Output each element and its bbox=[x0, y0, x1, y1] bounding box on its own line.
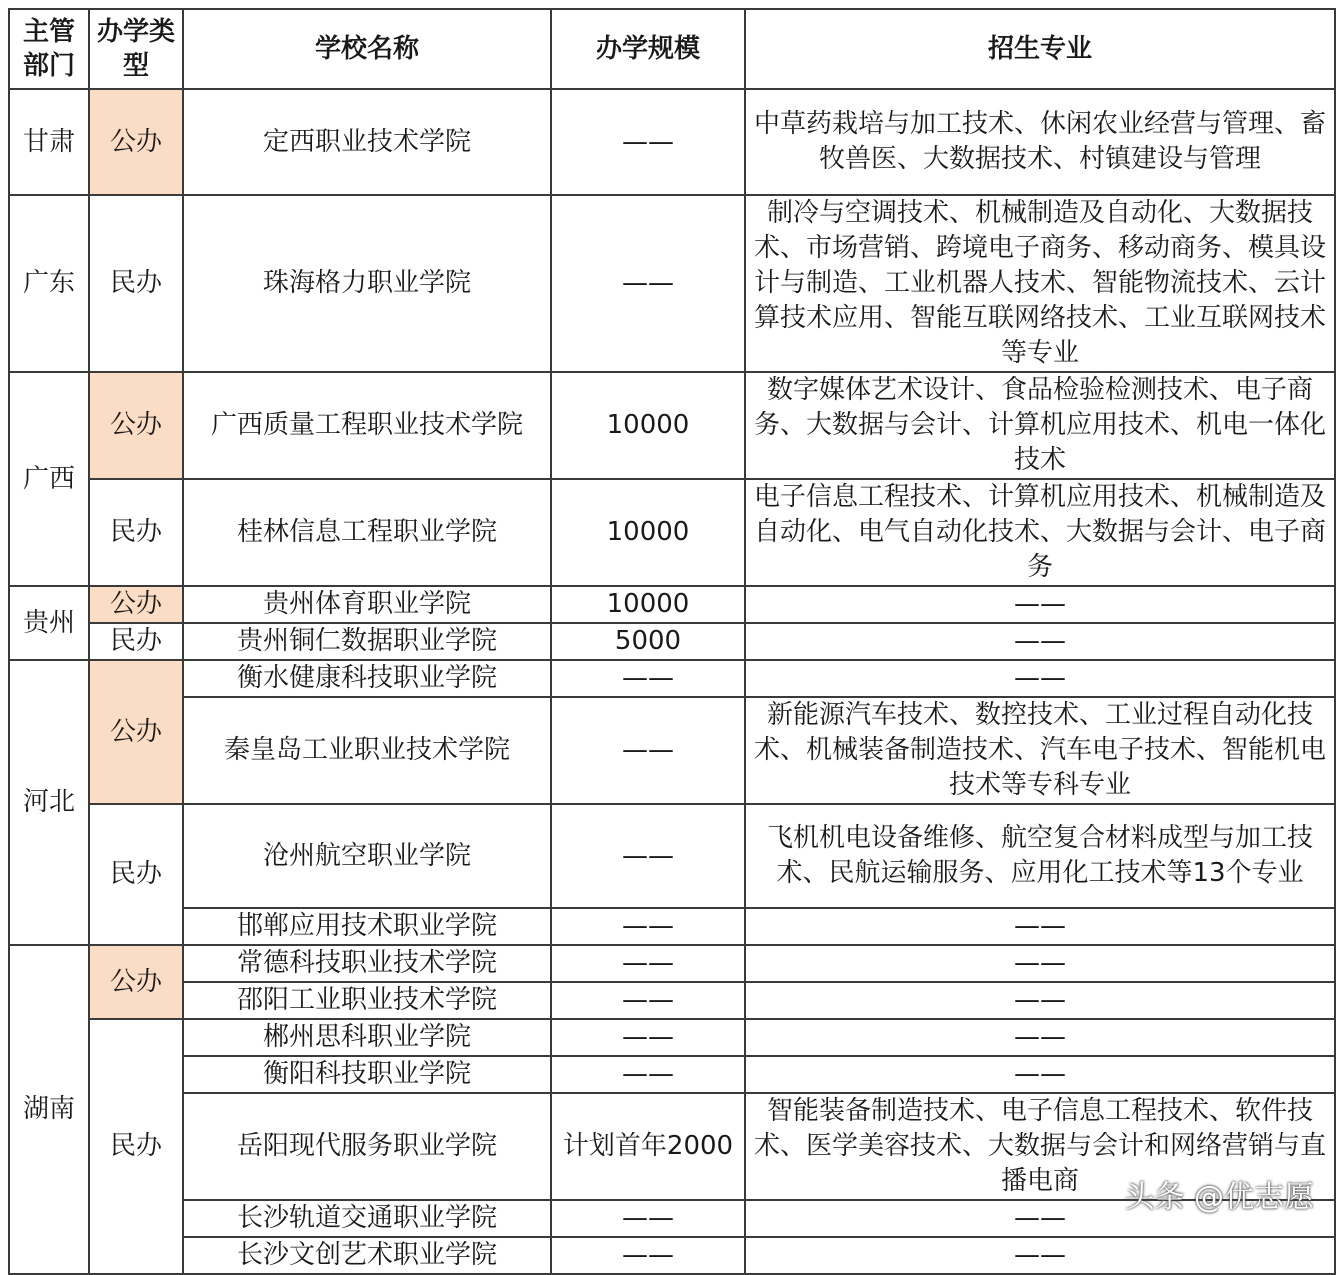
table-row bbox=[9, 479, 1335, 586]
header-dept: 主管部门 bbox=[9, 9, 89, 89]
table-row bbox=[9, 89, 1335, 195]
scale-cell: 5000 bbox=[551, 623, 745, 660]
school-name-cell: 岳阳现代服务职业学院 bbox=[183, 1093, 551, 1200]
majors-cell: 飞机机电设备维修、航空复合材料成型与加工技术、民航运输服务、应用化工技术等13个专业 bbox=[745, 804, 1335, 908]
province-cell: 甘肃 bbox=[9, 89, 89, 195]
school-name-cell: 沧州航空职业学院 bbox=[183, 804, 551, 908]
scale-cell: —— bbox=[551, 697, 745, 804]
scale-cell: 10000 bbox=[551, 372, 745, 479]
type-cell: 公办 bbox=[89, 945, 183, 1019]
table-row bbox=[9, 982, 1335, 1019]
type-cell: 民办 bbox=[89, 804, 183, 945]
scale-cell: —— bbox=[551, 908, 745, 945]
type-cell: 公办 bbox=[89, 372, 183, 479]
type-cell: 民办 bbox=[89, 195, 183, 372]
school-name-cell: 广西质量工程职业技术学院 bbox=[183, 372, 551, 479]
school-name-cell: 衡水健康科技职业学院 bbox=[183, 660, 551, 697]
majors-cell: —— bbox=[745, 908, 1335, 945]
school-name-cell: 郴州思科职业学院 bbox=[183, 1019, 551, 1056]
table-wrapper bbox=[8, 8, 1336, 1275]
table-row bbox=[9, 697, 1335, 804]
scale-cell: —— bbox=[551, 660, 745, 697]
table-row bbox=[9, 372, 1335, 479]
majors-cell: —— bbox=[745, 945, 1335, 982]
scale-cell: —— bbox=[551, 804, 745, 908]
majors-cell: 电子信息工程技术、计算机应用技术、机械制造及自动化、电气自动化技术、大数据与会计、电子商务 bbox=[745, 479, 1335, 586]
province-cell: 广西 bbox=[9, 372, 89, 586]
type-cell: 民办 bbox=[89, 1019, 183, 1274]
type-cell: 民办 bbox=[89, 479, 183, 586]
table-row bbox=[9, 623, 1335, 660]
scale-cell: —— bbox=[551, 195, 745, 372]
province-cell: 贵州 bbox=[9, 586, 89, 660]
majors-cell: —— bbox=[745, 982, 1335, 1019]
school-name-cell: 邵阳工业职业技术学院 bbox=[183, 982, 551, 1019]
province-cell: 河北 bbox=[9, 660, 89, 945]
scale-cell: 10000 bbox=[551, 586, 745, 623]
school-table bbox=[8, 8, 1336, 1275]
type-cell: 民办 bbox=[89, 623, 183, 660]
scale-cell: —— bbox=[551, 982, 745, 1019]
scale-cell: 10000 bbox=[551, 479, 745, 586]
header-scale: 办学规模 bbox=[551, 9, 745, 89]
scale-cell: —— bbox=[551, 1019, 745, 1056]
school-name-cell: 桂林信息工程职业学院 bbox=[183, 479, 551, 586]
school-name-cell: 长沙轨道交通职业学院 bbox=[183, 1200, 551, 1237]
province-cell: 湖南 bbox=[9, 945, 89, 1274]
school-name-cell: 衡阳科技职业学院 bbox=[183, 1056, 551, 1093]
school-name-cell: 贵州铜仁数据职业学院 bbox=[183, 623, 551, 660]
scale-cell: —— bbox=[551, 945, 745, 982]
scale-cell: 计划首年2000 bbox=[551, 1093, 745, 1200]
school-name-cell: 邯郸应用技术职业学院 bbox=[183, 908, 551, 945]
type-cell: 公办 bbox=[89, 586, 183, 623]
school-name-cell: 定西职业技术学院 bbox=[183, 89, 551, 195]
table-row bbox=[9, 1056, 1335, 1093]
table-row bbox=[9, 586, 1335, 623]
school-name-cell: 常德科技职业技术学院 bbox=[183, 945, 551, 982]
scale-cell: —— bbox=[551, 1056, 745, 1093]
table-row bbox=[9, 1237, 1335, 1274]
majors-cell: 中草药栽培与加工技术、休闲农业经营与管理、畜牧兽医、大数据技术、村镇建设与管理 bbox=[745, 89, 1335, 195]
header-majors: 招生专业 bbox=[745, 9, 1335, 89]
scale-cell: —— bbox=[551, 89, 745, 195]
school-name-cell: 珠海格力职业学院 bbox=[183, 195, 551, 372]
header-type: 办学类型 bbox=[89, 9, 183, 89]
table-row bbox=[9, 1019, 1335, 1056]
scale-cell: —— bbox=[551, 1200, 745, 1237]
province-cell: 广东 bbox=[9, 195, 89, 372]
scale-cell: —— bbox=[551, 1237, 745, 1274]
type-cell: 公办 bbox=[89, 660, 183, 804]
majors-cell: 智能装备制造技术、电子信息工程技术、软件技术、医学美容技术、大数据与会计和网络营销与直播电商 bbox=[745, 1093, 1335, 1200]
majors-cell: 制冷与空调技术、机械制造及自动化、大数据技术、市场营销、跨境电子商务、移动商务、模具设计与制造、工业机器人技术、智能物流技术、云计算技术应用、智能互联网络技术、工业互联网技术等专业 bbox=[745, 195, 1335, 372]
school-name-cell: 贵州体育职业学院 bbox=[183, 586, 551, 623]
header-row bbox=[9, 9, 1335, 89]
majors-cell: —— bbox=[745, 623, 1335, 660]
school-name-cell: 秦皇岛工业职业技术学院 bbox=[183, 697, 551, 804]
majors-cell: 新能源汽车技术、数控技术、工业过程自动化技术、机械装备制造技术、汽车电子技术、智能机电技术等专科专业 bbox=[745, 697, 1335, 804]
header-name: 学校名称 bbox=[183, 9, 551, 89]
table-row bbox=[9, 195, 1335, 372]
majors-cell: —— bbox=[745, 1237, 1335, 1274]
source-credit: 头条 @优志愿 bbox=[1124, 1180, 1314, 1215]
majors-cell: —— bbox=[745, 1056, 1335, 1093]
majors-cell: 数字媒体艺术设计、食品检验检测技术、电子商务、大数据与会计、计算机应用技术、机电一体化技术 bbox=[745, 372, 1335, 479]
type-cell: 公办 bbox=[89, 89, 183, 195]
table-row bbox=[9, 804, 1335, 908]
majors-cell: —— bbox=[745, 1200, 1335, 1237]
table-row bbox=[9, 945, 1335, 982]
table-row bbox=[9, 660, 1335, 697]
majors-cell: —— bbox=[745, 586, 1335, 623]
majors-cell: —— bbox=[745, 660, 1335, 697]
school-name-cell: 长沙文创艺术职业学院 bbox=[183, 1237, 551, 1274]
majors-cell: —— bbox=[745, 1019, 1335, 1056]
table-row bbox=[9, 908, 1335, 945]
